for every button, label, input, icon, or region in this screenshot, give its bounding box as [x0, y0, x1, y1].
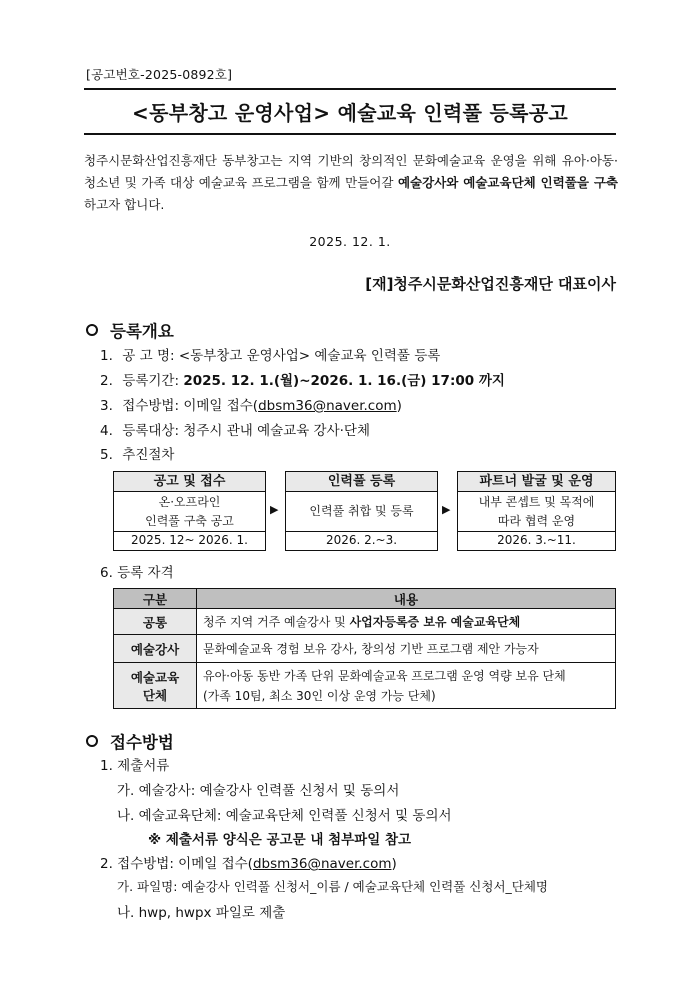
flow-step-register: 인력풀 등록 인력풀 취합 및 등록 2026. 2.~3. [285, 471, 438, 551]
bullet-circle-icon [86, 324, 98, 336]
section-heading-overview: 등록개요 [86, 318, 174, 342]
issuer: [재]청주시문화산업진흥재단 대표이사 [365, 275, 616, 293]
page-title: <동부창고 운영사업> 예술교육 인력풀 등록공고 [132, 101, 568, 125]
email-link[interactable]: dbsm36@naver.com [252, 856, 392, 872]
overview-item-process: 5. 추진절차 [100, 447, 175, 463]
submission-method: 2. 접수방법: 이메일 접수(dbsm36@naver.com) [100, 856, 397, 872]
title-rule-top [84, 88, 616, 90]
intro-paragraph: 청주시문화산업진흥재단 동부창고는 지역 기반의 창의적인 문화예술교육 운영을 위해 유아·아동·청소년 및 가족 대상 예술교육 프로그램을 함께 만들어갈 예술강사와 예술교육단체 인력풀을 구축하고자 합니다. [84, 153, 618, 212]
overview-item-method: 3. 접수방법: 이메일 접수(dbsm36@naver.com) [100, 398, 402, 414]
section-heading-submission: 접수방법 [86, 729, 174, 753]
intro-emphasis: 예술강사와 예술교육단체 인력풀을 구축 [397, 175, 618, 190]
submission-format: 나. hwp, hwpx 파일로 제출 [117, 905, 286, 921]
table-header-content: 내용 [197, 589, 616, 609]
submission-filename: 가. 파일명: 예술강사 인력풀 신청서_이름 / 예술교육단체 인력풀 신청서_단체명 [117, 879, 549, 894]
overview-item-period: 2. 등록기간: 2025. 12. 1.(월)~2026. 1. 16.(금) 17:00 까지 [100, 373, 505, 389]
submission-docs: 1. 제출서류 [100, 758, 170, 774]
table-row: 예술교육 단체 유아·아동 동반 가족 단위 문화예술교육 프로그램 운영 역량 보유 단체 (가족 10팀, 최소 30인 이상 운영 가능 단체) [114, 663, 616, 709]
bullet-circle-icon [86, 735, 98, 747]
overview-item-target: 4. 등록대상: 청주시 관내 예술교육 강사·단체 [100, 423, 371, 439]
table-row: 예술강사 문화예술교육 경험 보유 강사, 창의성 기반 프로그램 제안 가능자 [114, 635, 616, 663]
submission-docs-group: 나. 예술교육단체: 예술교육단체 인력풀 신청서 및 동의서 [117, 808, 452, 824]
table-row: 공통 청주 지역 거주 예술강사 및 사업자등록증 보유 예술교육단체 [114, 609, 616, 635]
flow-step-announce: 공고 및 접수 온·오프라인 인력풀 구축 공고 2025. 12~ 2026. 1. [113, 471, 266, 551]
arrow-right-icon: ▶ [442, 503, 451, 516]
flow-step-operate: 파트너 발굴 및 운영 내부 콘셉트 및 목적에 따라 협력 운영 2026. 3.~11. [457, 471, 616, 551]
overview-item-title: 1. 공 고 명: <동부창고 운영사업> 예술교육 인력풀 등록 [100, 348, 441, 364]
eligibility-table [113, 588, 616, 709]
submission-docs-instructor: 가. 예술강사: 예술강사 인력풀 신청서 및 동의서 [117, 783, 400, 799]
table-header-category: 구분 [114, 589, 197, 609]
arrow-right-icon: ▶ [270, 503, 279, 516]
notice-number: [공고번호-2025-0892호] [86, 67, 233, 82]
submission-note: ※ 제출서류 양식은 공고문 내 첨부파일 참고 [148, 832, 412, 848]
email-link[interactable]: dbsm36@naver.com [258, 398, 397, 414]
title-rule-bottom [84, 133, 616, 135]
announcement-date: 2025. 12. 1. [309, 234, 391, 249]
overview-item-eligibility: 6. 등록 자격 [100, 565, 174, 581]
